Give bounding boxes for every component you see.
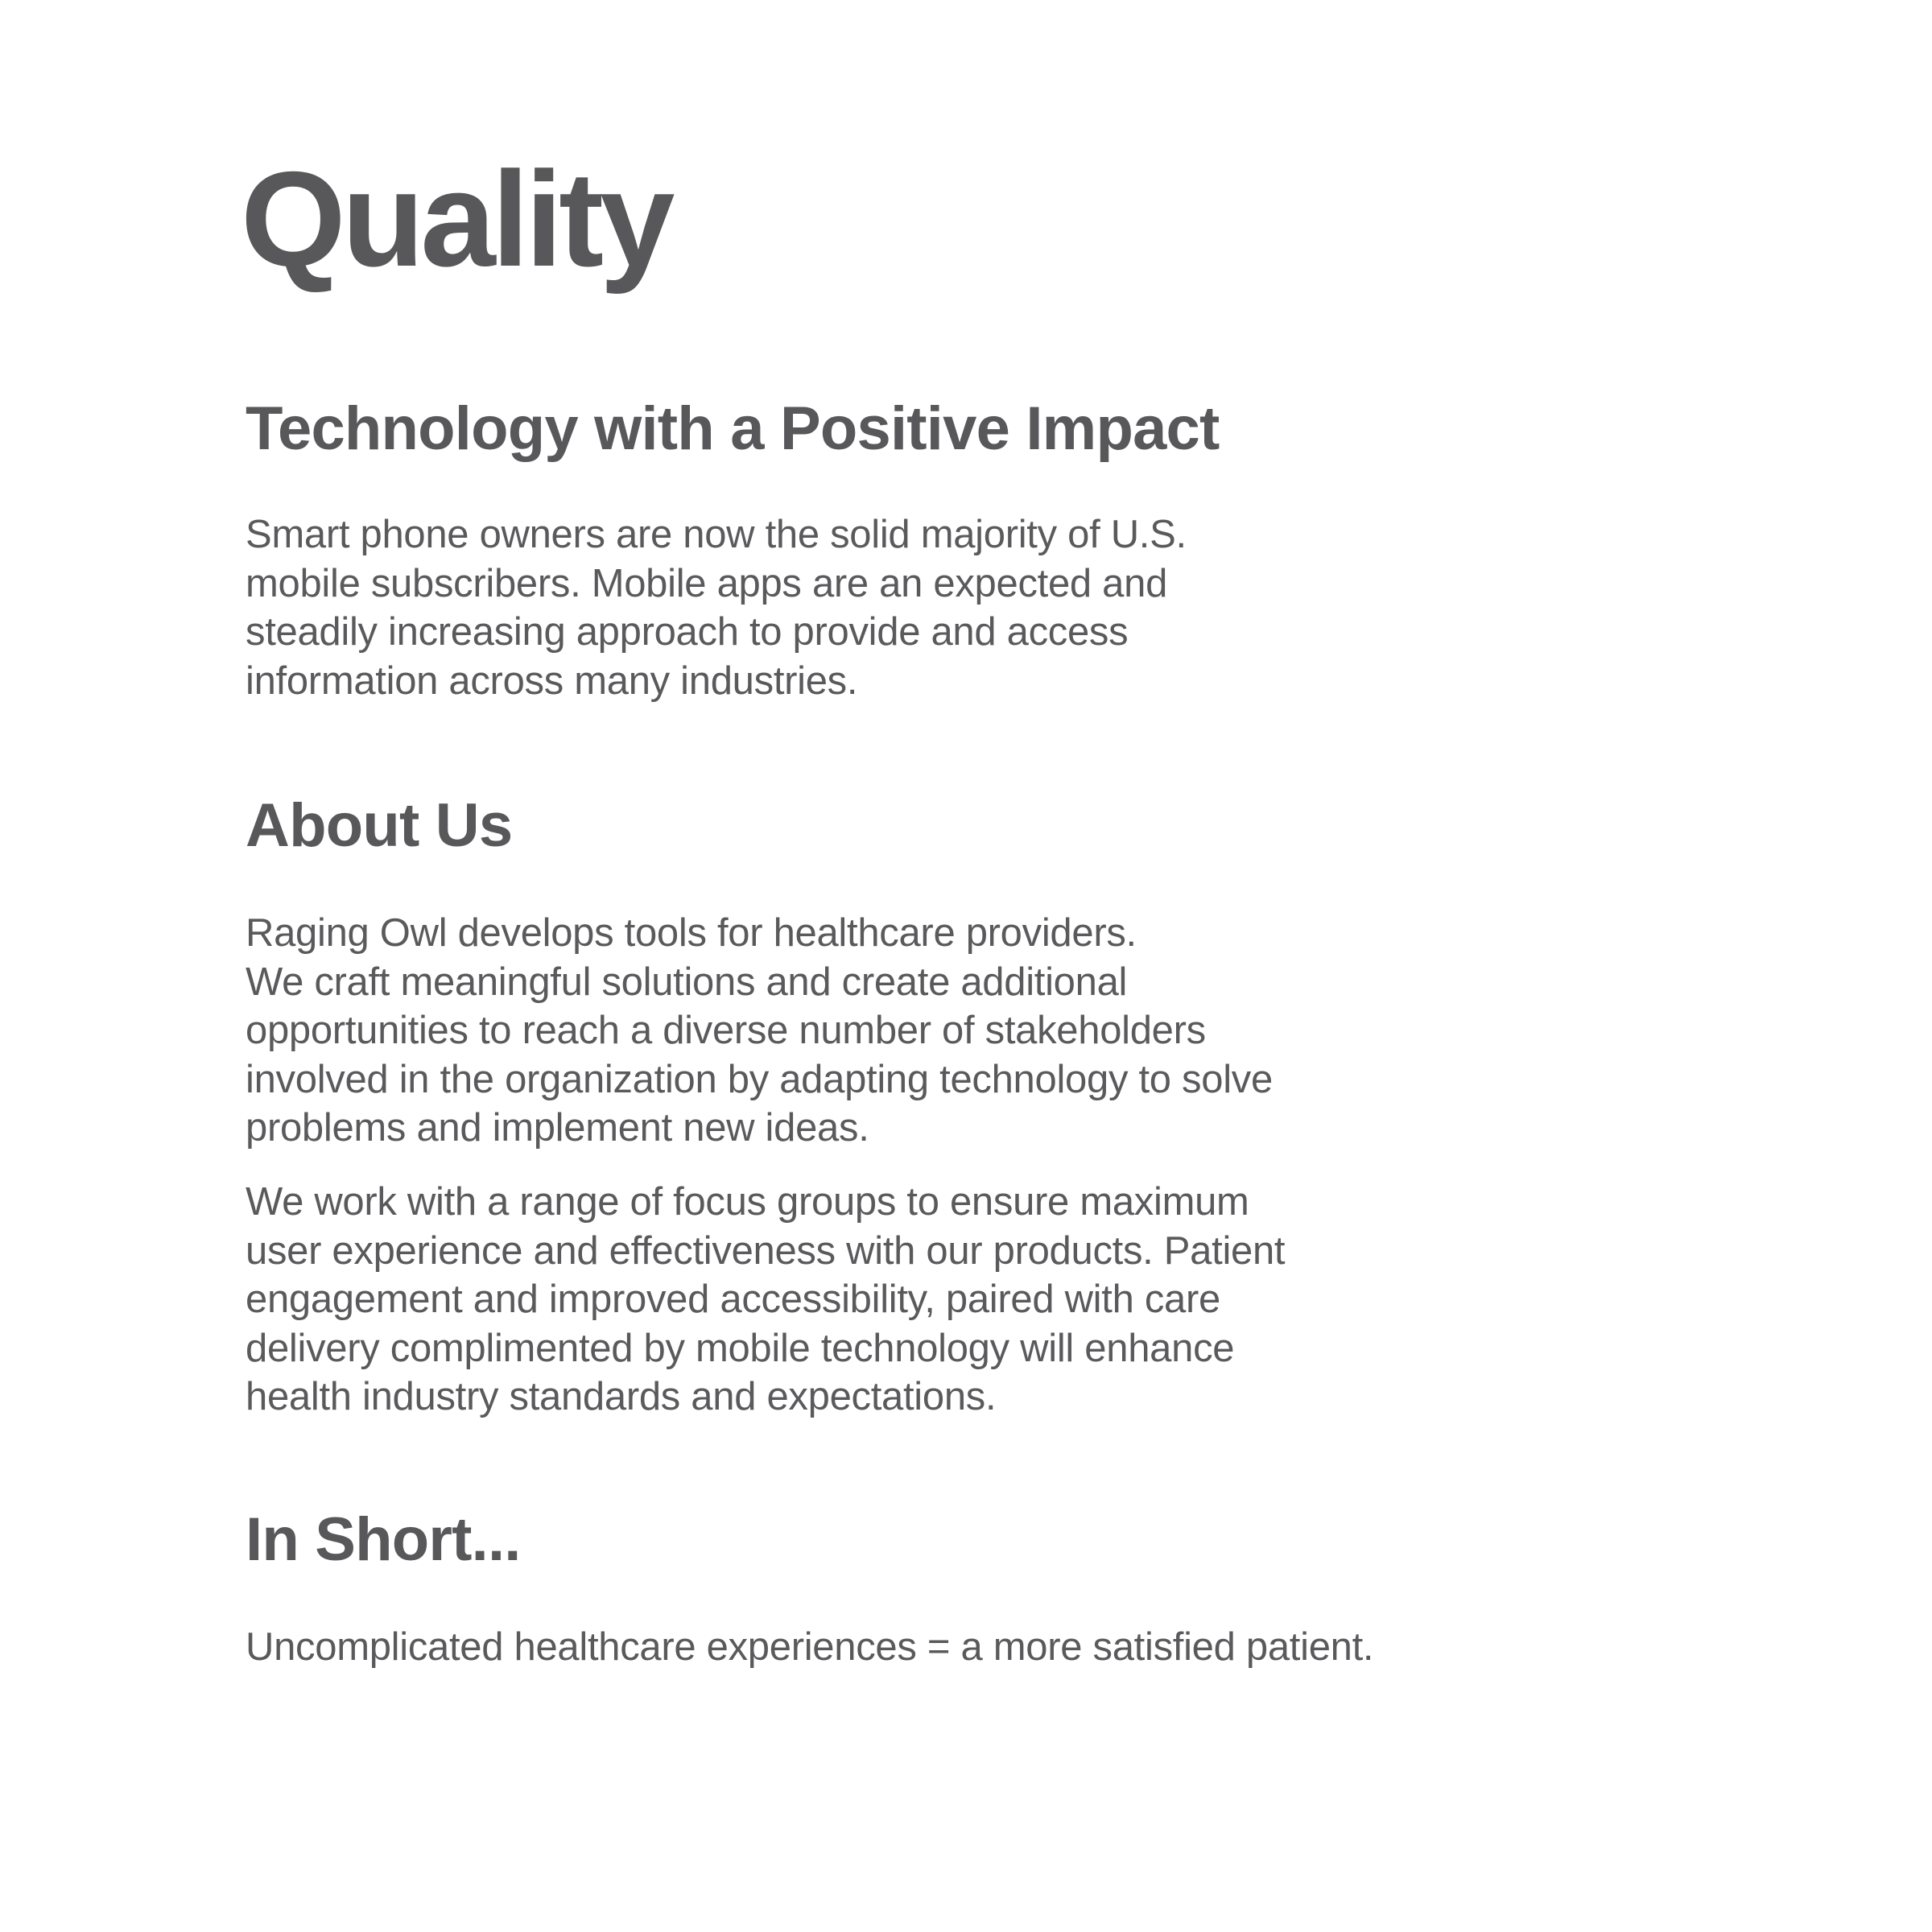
about-paragraph-1: [246, 909, 1273, 1153]
paragraph-line: Uncomplicated healthcare experiences = a more satisfied patient.: [246, 1625, 1374, 1669]
paragraph-line: mobile subscribers. Mobile apps are an expected and: [246, 561, 1168, 605]
section-heading-technology: Technology with a Positive Impact: [246, 394, 1220, 463]
paragraph-line: We craft meaningful solutions and create additional: [246, 960, 1128, 1004]
paragraph-line: delivery complimented by mobile technology will enhance: [246, 1326, 1235, 1370]
paragraph-line: involved in the organization by adapting technology to solve: [246, 1057, 1273, 1101]
paragraph-line: information across many industries.: [246, 658, 858, 703]
section-heading-short: In Short...: [246, 1505, 521, 1574]
paragraph-line: engagement and improved accessibility, paired with care: [246, 1278, 1220, 1321]
technology-paragraph: [246, 510, 1187, 705]
about-paragraph-2: [246, 1178, 1285, 1422]
page-title: Quality: [241, 143, 671, 295]
paragraph-line: Raging Owl develops tools for healthcare providers.: [246, 911, 1137, 955]
paragraph-line: We work with a range of focus groups to ensure maximum: [246, 1180, 1249, 1224]
paragraph-line: steadily increasing approach to provide and access: [246, 610, 1129, 654]
paragraph-line: health industry standards and expectations.: [246, 1375, 997, 1418]
paragraph-line: opportunities to reach a diverse number of stakeholders: [246, 1009, 1206, 1052]
paragraph-line: Smart phone owners are now the solid majority of U.S.: [246, 513, 1187, 556]
short-paragraph: [246, 1623, 1373, 1672]
paragraph-line: user experience and effectiveness with our products. Patient: [246, 1228, 1286, 1273]
paragraph-line: problems and implement new ideas.: [246, 1106, 869, 1150]
section-heading-about: About Us: [246, 791, 513, 860]
